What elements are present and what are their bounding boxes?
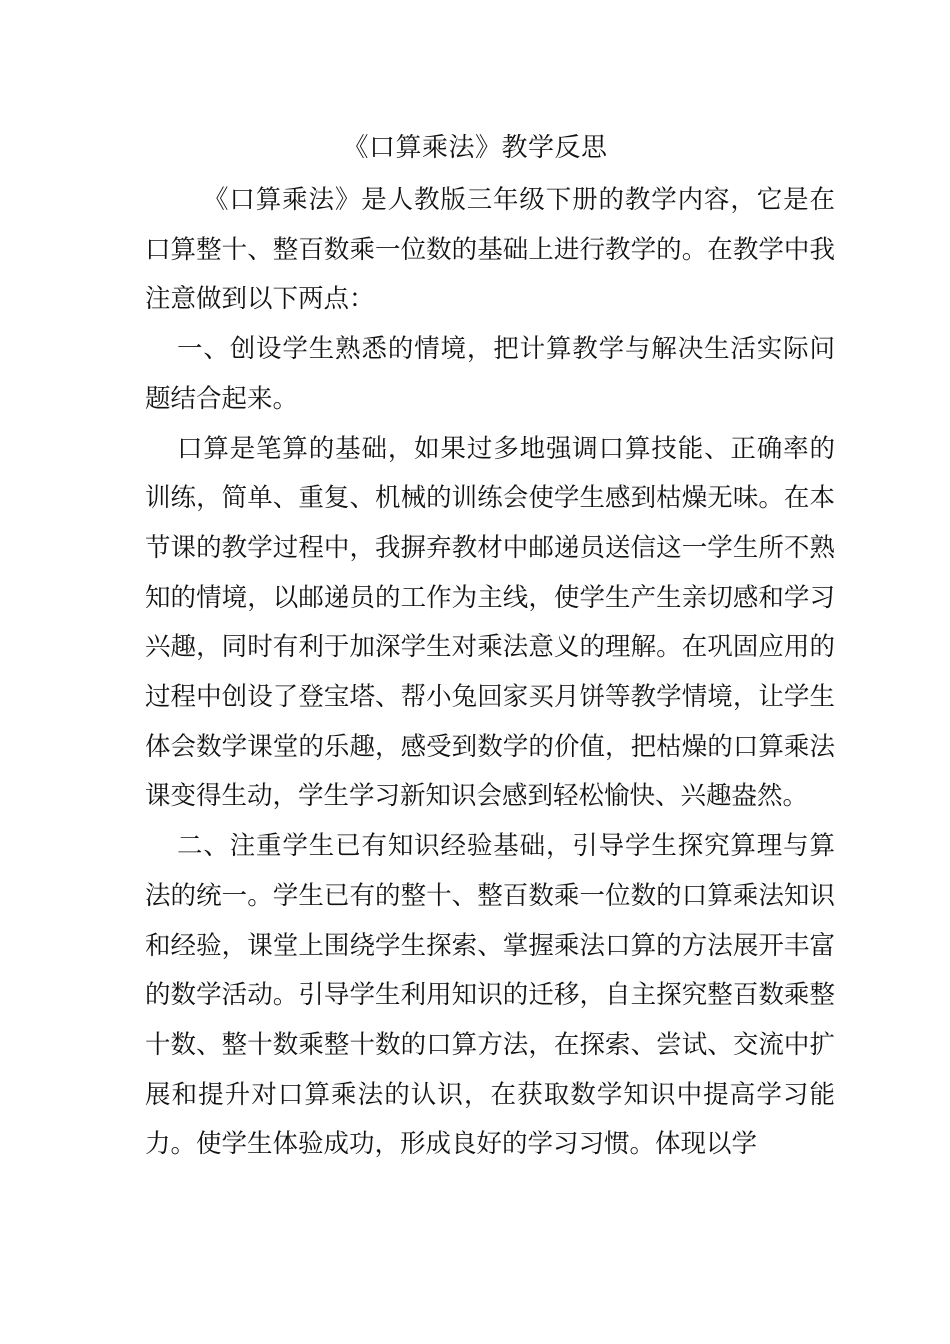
paragraph-point-one-body: 口算是笔算的基础，如果过多地强调口算技能、正确率的训练，简单、重复、机械的训练会使学生感到枯燥无味。在本节课的教学过程中，我摒弃教材中邮递员送信这一学生所不熟知的情境，以邮递员的工作为主线，使学生产生亲切感和学习兴趣，同时有利于加深学生对乘法意义的理解。在巩固应用的过程中创设了登宝塔、帮小兔回家买月饼等教学情境，让学生体会数学课堂的乐趣，感受到数学的价值，把枯燥的口算乘法课变得生动，学生学习新知识会感到轻松愉快、兴趣盎然。 bbox=[145, 433, 835, 812]
paragraph-point-two: 二、注重学生已有知识经验基础，引导学生探究算理与算法的统一。学生已有的整十、整百数乘一位数的口算乘法知识和经验，课堂上围绕学生探索、掌握乘法口算的方法展开丰富的数学活动。引导学生利用知识的迁移，自主探究整百数乘整十数、整十数乘整十数的口算方法，在探索、尝试、交流中扩展和提升对口算乘法的认识，在获取数学知识中提高学习能力。使学生体验成功，形成良好的学习习惯。体现以学 bbox=[145, 831, 835, 1160]
document-body bbox=[145, 176, 835, 1170]
document-title: 《口算乘法》教学反思 bbox=[342, 133, 608, 163]
paragraph-point-one-heading: 一、创设学生熟悉的情境，把计算教学与解决生活实际问题结合起来。 bbox=[145, 334, 835, 414]
paragraph-intro: 《口算乘法》是人教版三年级下册的教学内容，它是在口算整十、整百数乘一位数的基础上进行教学的。在教学中我注意做到以下两点： bbox=[145, 185, 835, 315]
